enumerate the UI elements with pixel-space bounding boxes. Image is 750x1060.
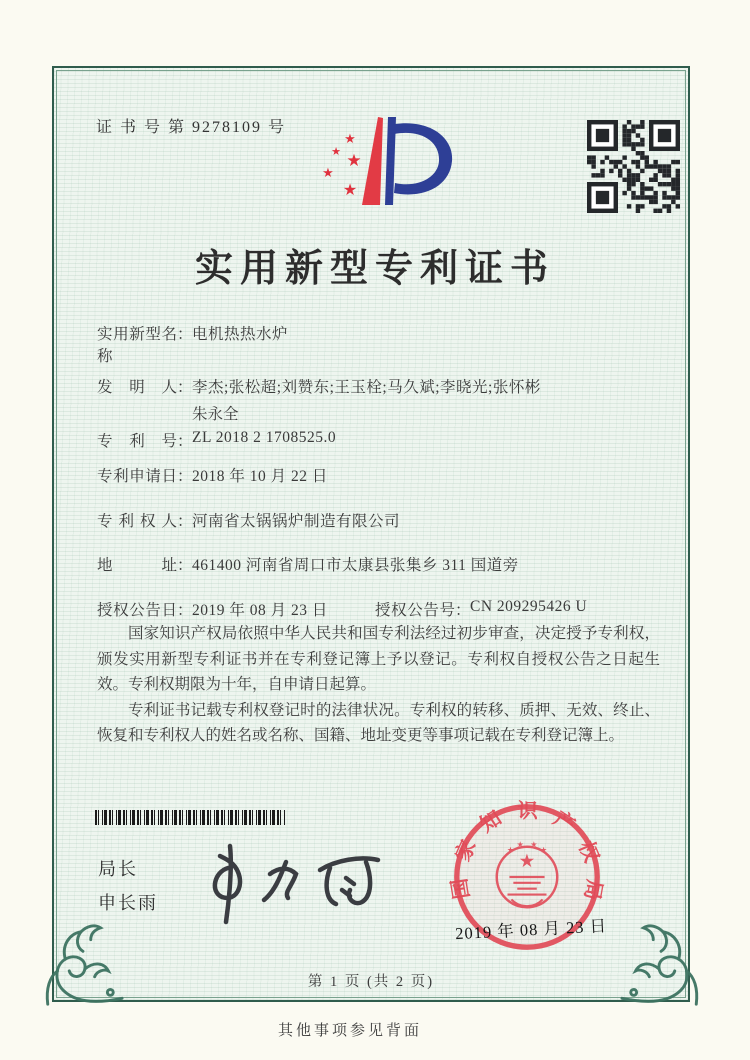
field-value-filing-date: 2018 年 10 月 22 日 bbox=[192, 468, 328, 485]
field-value-grant-number: CN 209295426 U bbox=[470, 598, 588, 615]
field-colon: ： bbox=[177, 557, 193, 574]
field-pair-grant-number bbox=[375, 598, 587, 620]
field-value-inventors: 李杰;张松超;刘赞东;王玉栓;马久斌;李晓光;张怀彬 bbox=[192, 379, 541, 396]
legal-text-block bbox=[97, 621, 660, 749]
svg-text:★: ★ bbox=[322, 165, 334, 180]
field-value-inventors-line2: 朱永全 bbox=[192, 406, 239, 423]
field-label: 发明人 bbox=[97, 379, 177, 396]
field-value-address: 461400 河南省周口市太康县张集乡 311 国道旁 bbox=[192, 557, 519, 574]
svg-text:★: ★ bbox=[516, 839, 524, 849]
logo-red-wedge bbox=[362, 117, 383, 205]
legal-paragraph-1: 国家知识产权局依照中华人民共和国专利法经过初步审查，决定授予专利权，颁发实用新型专利证书并在专利登记簿上予以登记。专利权自授权公告之日起生效。专利权期限为十年，自申请日起算。 bbox=[97, 625, 660, 693]
field-colon: ： bbox=[177, 326, 193, 343]
svg-text:★: ★ bbox=[331, 146, 341, 158]
certificate-title: 实用新型专利证书 bbox=[194, 248, 555, 290]
svg-text:★: ★ bbox=[346, 151, 362, 170]
svg-text:★: ★ bbox=[506, 845, 514, 855]
field-colon: ： bbox=[177, 433, 193, 450]
field-label: 授权公告日 bbox=[97, 602, 177, 619]
field-value-utility-model-name: 电机热热水炉 bbox=[192, 326, 289, 343]
legal-paragraph-2: 专利证书记载专利权登记时的法律状况。专利权的转移、质押、无效、终止、恢复和专利权人的姓名或名称、国籍、地址变更等事项记载在专利登记簿上。 bbox=[97, 701, 660, 744]
back-side-note: 其他事项参见背面 bbox=[277, 1023, 422, 1039]
qr-code bbox=[587, 120, 680, 213]
cnipa-logo-icon bbox=[298, 111, 466, 217]
officer-title: 局长 bbox=[98, 859, 138, 879]
field-row-grant bbox=[97, 598, 672, 620]
field-label: 专利号 bbox=[97, 433, 177, 450]
svg-text:★: ★ bbox=[540, 845, 548, 855]
field-value-patentee: 河南省太锅锅炉制造有限公司 bbox=[192, 513, 401, 530]
field-colon: ： bbox=[455, 602, 471, 619]
field-label: 实用新型名称 bbox=[97, 326, 177, 365]
barcode bbox=[95, 810, 285, 825]
field-colon: ： bbox=[177, 602, 193, 619]
field-row-inventors bbox=[97, 375, 672, 397]
logo-stars bbox=[322, 131, 361, 199]
field-label: 地址 bbox=[97, 557, 177, 574]
field-label: 授权公告号 bbox=[375, 602, 455, 619]
officer-name: 申长雨 bbox=[98, 893, 158, 913]
field-row-patentee bbox=[97, 509, 672, 531]
svg-text:★: ★ bbox=[344, 131, 356, 146]
field-row-patent-number bbox=[97, 429, 672, 451]
field-label: 专利权人 bbox=[97, 513, 177, 530]
certificate-number: 证 书 号 第 9278109 号 bbox=[96, 119, 287, 136]
field-row-filing-date bbox=[97, 464, 672, 486]
page-indicator: 第 1 页 (共 2 页) bbox=[307, 974, 435, 990]
field-row-name bbox=[97, 322, 672, 366]
field-value-grant-date: 2019 年 08 月 23 日 bbox=[192, 602, 328, 619]
svg-text:★: ★ bbox=[518, 851, 536, 873]
field-colon: ： bbox=[177, 468, 193, 485]
field-value-patent-number: ZL 2018 2 1708525.0 bbox=[192, 429, 337, 446]
corner-flourish-left-icon bbox=[36, 922, 124, 1010]
seal-date: 2019 年 08 月 23 日 bbox=[454, 916, 608, 944]
field-colon: ： bbox=[177, 513, 193, 530]
logo-blue-bowl bbox=[394, 123, 452, 194]
corner-flourish-right-icon bbox=[620, 922, 708, 1010]
signature-handwriting bbox=[200, 834, 405, 934]
svg-text:★: ★ bbox=[530, 839, 538, 849]
field-row-address bbox=[97, 553, 672, 575]
seal-ring-text: 国家知识产权局 bbox=[449, 800, 605, 902]
field-label: 专利申请日 bbox=[97, 468, 177, 485]
svg-text:★: ★ bbox=[342, 182, 358, 199]
field-colon: ： bbox=[177, 379, 193, 396]
